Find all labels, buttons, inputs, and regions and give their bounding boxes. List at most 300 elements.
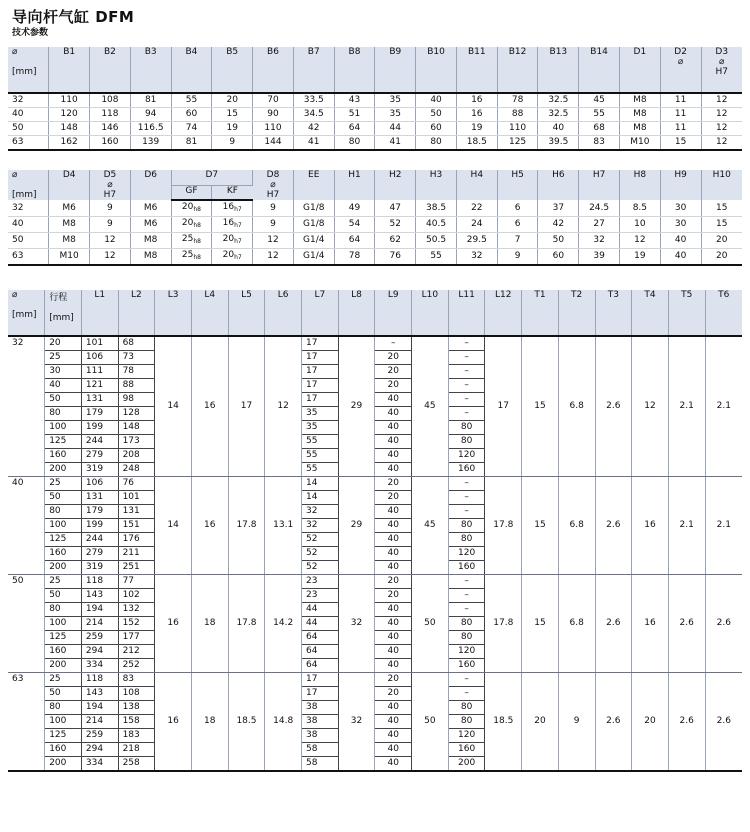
span-cell: 2.6	[595, 336, 632, 477]
span-cell: 2.1	[705, 477, 742, 575]
table-cell: 9	[253, 200, 294, 217]
column-header: L3	[155, 290, 192, 336]
table-cell: 63	[8, 136, 49, 151]
table-cell: 88	[118, 379, 155, 393]
stroke-cell: 100	[45, 617, 82, 631]
table-cell: 88	[497, 108, 538, 122]
table-cell: 40	[375, 393, 412, 407]
table-cell: 43	[334, 93, 375, 108]
column-header: L10	[412, 290, 449, 336]
table-cell: 76	[118, 477, 155, 491]
table-cell: M8	[49, 233, 90, 249]
table-cell: 74	[171, 122, 212, 136]
column-header: T5	[668, 290, 705, 336]
stroke-cell: 40	[45, 379, 82, 393]
span-cell: 16	[191, 336, 228, 477]
table-cell: 42	[293, 122, 334, 136]
table-cell: G1/4	[293, 249, 334, 266]
table-cell: 101	[81, 336, 118, 351]
table-cell: –	[448, 687, 485, 701]
table-cell: 32	[8, 93, 49, 108]
table-cell: 64	[302, 659, 339, 673]
table-cell: 50	[8, 122, 49, 136]
table-cell: $20_{h8}$	[171, 217, 212, 233]
table-cell: 244	[81, 533, 118, 547]
table-cell: $16_{h7}$	[212, 217, 253, 233]
table-cell: $25_{h8}$	[171, 249, 212, 266]
table-cell: 110	[49, 93, 90, 108]
table-row	[8, 200, 742, 217]
column-header: B11	[456, 47, 497, 93]
column-header: L11	[448, 290, 485, 336]
table-cell: 40	[375, 449, 412, 463]
tolerance-subscript: h8	[193, 254, 201, 261]
table-cell: 11	[660, 93, 701, 108]
table-cell: 20	[375, 365, 412, 379]
column-header: B6	[253, 47, 294, 93]
table-cell: –	[448, 589, 485, 603]
column-header: B10	[416, 47, 457, 93]
table-cell: M6	[130, 200, 171, 217]
table-cell: 11	[660, 122, 701, 136]
span-cell: 17.8	[485, 575, 522, 673]
stroke-cell: 80	[45, 701, 82, 715]
table-cell: 12	[701, 136, 742, 151]
dimension-table-2	[8, 170, 742, 266]
column-header: B2	[90, 47, 131, 93]
table-cell: $20_{h7}$	[212, 233, 253, 249]
table-cell: 160	[90, 136, 131, 151]
span-cell: 17.8	[485, 477, 522, 575]
table-cell: 50	[538, 233, 579, 249]
column-header: H7	[579, 170, 620, 200]
span-cell: 2.1	[668, 336, 705, 477]
table-cell: –	[448, 351, 485, 365]
table-cell: 62	[375, 233, 416, 249]
table-cell: 60	[171, 108, 212, 122]
column-header: T3	[595, 290, 632, 336]
span-cell: 14	[155, 336, 192, 477]
table-cell: 38	[302, 729, 339, 743]
table-cell: 12	[90, 233, 131, 249]
table-cell: 148	[118, 421, 155, 435]
stroke-cell: 125	[45, 435, 82, 449]
table-cell: –	[448, 491, 485, 505]
table-cell: 63	[8, 249, 49, 266]
table-cell: 158	[118, 715, 155, 729]
table-cell: 64	[302, 645, 339, 659]
span-cell: 15	[522, 575, 559, 673]
table-cell: –	[448, 505, 485, 519]
table-cell: 179	[81, 407, 118, 421]
column-header: 行程 [mm]	[45, 290, 82, 336]
table-cell: 10	[619, 217, 660, 233]
diameter-cell: 63	[8, 673, 45, 772]
table-cell: 20	[375, 575, 412, 589]
stroke-cell: 25	[45, 575, 82, 589]
column-header: L6	[265, 290, 302, 336]
table-cell: 17	[302, 379, 339, 393]
table-cell: 32	[302, 519, 339, 533]
table-cell: 52	[302, 561, 339, 575]
table-cell: 8.5	[619, 200, 660, 217]
page-subtitle: 技术参数	[12, 28, 49, 38]
stroke-cell: 200	[45, 463, 82, 477]
table-cell: 244	[81, 435, 118, 449]
table-row	[8, 122, 742, 136]
table-cell: 334	[81, 659, 118, 673]
table-cell: 176	[118, 533, 155, 547]
table-cell: 40	[375, 519, 412, 533]
tolerance-subscript: h8	[193, 206, 201, 213]
table-cell: 64	[302, 631, 339, 645]
table-cell: 40	[375, 421, 412, 435]
table-cell: 20	[375, 589, 412, 603]
table-cell: 118	[81, 575, 118, 589]
table-cell: 160	[448, 463, 485, 477]
table-cell: 17	[302, 393, 339, 407]
column-header: H2	[375, 170, 416, 200]
stroke-cell: 160	[45, 547, 82, 561]
table-cell: 20	[375, 477, 412, 491]
table-cell: 20	[701, 249, 742, 266]
table-cell: 73	[118, 351, 155, 365]
span-cell: 2.6	[668, 673, 705, 772]
table-cell: 32	[302, 505, 339, 519]
tolerance-subscript: h7	[234, 206, 242, 213]
table-cell: 12	[701, 122, 742, 136]
column-header: EE	[293, 170, 334, 200]
table-cell: 106	[81, 351, 118, 365]
table-cell: 19	[619, 249, 660, 266]
stroke-cell: 80	[45, 407, 82, 421]
table-cell: 218	[118, 743, 155, 757]
table-cell: $20_{h8}$	[171, 200, 212, 217]
span-cell: 2.6	[595, 575, 632, 673]
table-cell: 40	[375, 547, 412, 561]
column-header: T4	[632, 290, 669, 336]
column-header: L4	[191, 290, 228, 336]
table-cell: 18.5	[456, 136, 497, 151]
span-cell: 18	[191, 575, 228, 673]
span-cell: 16	[191, 477, 228, 575]
table-cell: 251	[118, 561, 155, 575]
stroke-cell: 200	[45, 659, 82, 673]
table-cell: –	[448, 379, 485, 393]
table-cell: 120	[49, 108, 90, 122]
table-cell: 80	[448, 715, 485, 729]
table-row	[8, 477, 742, 491]
table-cell: 12	[701, 108, 742, 122]
table-cell: 78	[118, 365, 155, 379]
table-cell: 40	[375, 631, 412, 645]
table-cell: 20	[701, 233, 742, 249]
span-cell: 2.6	[595, 477, 632, 575]
column-header: B12	[497, 47, 538, 93]
table-cell: 16	[456, 108, 497, 122]
column-header: H6	[538, 170, 579, 200]
tolerance-subscript: h8	[193, 222, 201, 229]
table-row	[8, 233, 742, 249]
span-cell: 12	[265, 336, 302, 477]
span-cell: 15	[522, 477, 559, 575]
table-cell: 12	[619, 233, 660, 249]
table-cell: 35	[302, 421, 339, 435]
span-cell: 18.5	[485, 673, 522, 772]
table-cell: 32	[579, 233, 620, 249]
span-cell: 16	[632, 477, 669, 575]
table-cell: 58	[302, 757, 339, 772]
table-cell: –	[448, 407, 485, 421]
table-cell: –	[448, 603, 485, 617]
table-cell: 194	[81, 603, 118, 617]
column-header: B13	[538, 47, 579, 93]
table-cell: 6	[497, 217, 538, 233]
span-cell: 9	[558, 673, 595, 772]
column-header: L8	[338, 290, 375, 336]
column-header: B5	[212, 47, 253, 93]
table-cell: 259	[81, 729, 118, 743]
table-cell: 80	[448, 533, 485, 547]
table-cell: 148	[49, 122, 90, 136]
table-cell: 15	[212, 108, 253, 122]
table-cell: 131	[81, 491, 118, 505]
table-cell: 45	[579, 93, 620, 108]
column-header: D6	[130, 170, 171, 200]
table-row	[8, 249, 742, 266]
table-cell: 80	[448, 631, 485, 645]
table-cell: 40	[8, 108, 49, 122]
table-cell: 80	[416, 136, 457, 151]
table-cell: $25_{h8}$	[171, 233, 212, 249]
table-cell: 128	[118, 407, 155, 421]
table-cell: $20_{h7}$	[212, 249, 253, 266]
stroke-cell: 80	[45, 603, 82, 617]
span-cell: 6.8	[558, 477, 595, 575]
table-cell: 40	[660, 233, 701, 249]
span-cell: 16	[155, 575, 192, 673]
table-cell: 44	[302, 603, 339, 617]
table-cell: 17	[302, 673, 339, 687]
table-cell: 106	[81, 477, 118, 491]
table-cell: 101	[118, 491, 155, 505]
table-cell: 40	[375, 701, 412, 715]
table-cell: 35	[375, 108, 416, 122]
table-cell: 44	[375, 122, 416, 136]
table-cell: 32	[456, 249, 497, 266]
table-cell: 120	[448, 645, 485, 659]
table-cell: G1/8	[293, 217, 334, 233]
span-cell: 45	[412, 336, 449, 477]
span-cell: 50	[412, 673, 449, 772]
table-cell: 194	[81, 701, 118, 715]
diameter-cell: 50	[8, 575, 45, 673]
table-cell: 68	[579, 122, 620, 136]
table-cell: 38	[302, 715, 339, 729]
table-cell: 40	[375, 729, 412, 743]
table-cell: 12	[701, 93, 742, 108]
table-cell: 211	[118, 547, 155, 561]
table-cell: G1/8	[293, 200, 334, 217]
column-header: D4	[49, 170, 90, 200]
table-cell: 252	[118, 659, 155, 673]
column-header: D8 ⌀ H7	[253, 170, 294, 200]
table-cell: 151	[118, 519, 155, 533]
table-cell: 27	[579, 217, 620, 233]
table-cell: –	[448, 477, 485, 491]
table-cell: –	[448, 365, 485, 379]
span-cell: 14.2	[265, 575, 302, 673]
table-cell: M8	[49, 217, 90, 233]
span-cell: 18	[191, 673, 228, 772]
table-cell: 9	[212, 136, 253, 151]
table-cell: 319	[81, 463, 118, 477]
table-cell: 17	[302, 336, 339, 351]
table-cell: 50	[416, 108, 457, 122]
table-cell: 49	[334, 200, 375, 217]
table-cell: 162	[49, 136, 90, 151]
table-cell: 55	[579, 108, 620, 122]
column-header: D3 ⌀ H7	[701, 47, 742, 93]
stroke-cell: 25	[45, 351, 82, 365]
column-header: H10	[701, 170, 742, 200]
table-cell: 110	[497, 122, 538, 136]
stroke-cell: 200	[45, 757, 82, 772]
table-cell: $16_{h7}$	[212, 200, 253, 217]
table-cell: 116.5	[130, 122, 171, 136]
table-cell: 40	[375, 435, 412, 449]
stroke-cell: 200	[45, 561, 82, 575]
table-cell: 50.5	[416, 233, 457, 249]
column-header: D7	[171, 170, 253, 185]
table-cell: 108	[118, 687, 155, 701]
table-cell: 80	[448, 435, 485, 449]
table-row	[8, 673, 742, 687]
table-cell: 80	[448, 421, 485, 435]
table-row	[8, 93, 742, 108]
stroke-cell: 160	[45, 449, 82, 463]
table-cell: 20	[375, 687, 412, 701]
table-cell: –	[448, 575, 485, 589]
column-header: T2	[558, 290, 595, 336]
span-cell: 2.6	[705, 575, 742, 673]
table-cell: 9	[497, 249, 538, 266]
table-cell: 294	[81, 645, 118, 659]
table-cell: 54	[334, 217, 375, 233]
span-cell: 15	[522, 336, 559, 477]
span-cell: 14.8	[265, 673, 302, 772]
table-cell: 55	[302, 435, 339, 449]
table-cell: 102	[118, 589, 155, 603]
table-cell: –	[448, 336, 485, 351]
table-cell: 144	[253, 136, 294, 151]
table-cell: –	[448, 393, 485, 407]
table-cell: 90	[253, 108, 294, 122]
column-header: L7	[302, 290, 339, 336]
table-cell: 19	[212, 122, 253, 136]
table-cell: 120	[448, 449, 485, 463]
table-cell: 40	[375, 407, 412, 421]
tolerance-subscript: h7	[234, 254, 242, 261]
table-cell: 108	[90, 93, 131, 108]
column-header: L12	[485, 290, 522, 336]
column-header: ⌀ [mm]	[8, 290, 45, 336]
table-cell: 80	[448, 519, 485, 533]
table-cell: 173	[118, 435, 155, 449]
table-cell: 42	[538, 217, 579, 233]
table-cell: 177	[118, 631, 155, 645]
table-cell: 44	[302, 617, 339, 631]
column-header: B3	[130, 47, 171, 93]
table-cell: 160	[448, 659, 485, 673]
table-cell: 179	[81, 505, 118, 519]
table-cell: 214	[81, 617, 118, 631]
table-cell: 17	[302, 351, 339, 365]
column-header: B9	[375, 47, 416, 93]
table-cell: M8	[130, 233, 171, 249]
table-cell: 98	[118, 393, 155, 407]
table-cell: 20	[375, 673, 412, 687]
column-header: D5 ⌀ H7	[90, 170, 131, 200]
table-cell: 58	[302, 743, 339, 757]
table-cell: 120	[448, 547, 485, 561]
span-cell: 14	[155, 477, 192, 575]
table-cell: 132	[118, 603, 155, 617]
span-cell: 2.6	[668, 575, 705, 673]
table-cell: 120	[448, 729, 485, 743]
column-header: H8	[619, 170, 660, 200]
table-cell: 143	[81, 589, 118, 603]
table-cell: 20	[212, 93, 253, 108]
tolerance-subscript: h7	[234, 238, 242, 245]
table-cell: 55	[171, 93, 212, 108]
table-cell: 15	[701, 200, 742, 217]
column-header: B8	[334, 47, 375, 93]
table-cell: 279	[81, 547, 118, 561]
table-cell: M8	[619, 122, 660, 136]
stroke-cell: 30	[45, 365, 82, 379]
table-cell: 94	[130, 108, 171, 122]
span-cell: 17	[485, 336, 522, 477]
table-cell: M8	[619, 108, 660, 122]
stroke-cell: 80	[45, 505, 82, 519]
span-cell: 18.5	[228, 673, 265, 772]
table-cell: 110	[253, 122, 294, 136]
span-cell: 32	[338, 575, 375, 673]
table-cell: 16	[456, 93, 497, 108]
stroke-cell: 125	[45, 533, 82, 547]
table-cell: 40	[375, 561, 412, 575]
sub-column-header: GF	[171, 185, 212, 200]
table-cell: 78	[334, 249, 375, 266]
table-cell: 55	[302, 463, 339, 477]
table-cell: 208	[118, 449, 155, 463]
table-row	[8, 136, 742, 151]
stroke-cell: 20	[45, 336, 82, 351]
table-cell: 248	[118, 463, 155, 477]
table-cell: 17	[302, 365, 339, 379]
column-header: D1	[619, 47, 660, 93]
stroke-cell: 100	[45, 421, 82, 435]
table-cell: 131	[81, 393, 118, 407]
table-cell: 125	[497, 136, 538, 151]
table-cell: 40	[375, 715, 412, 729]
table-cell: 32	[8, 200, 49, 217]
table-cell: 279	[81, 449, 118, 463]
table-cell: 76	[375, 249, 416, 266]
column-header: H3	[416, 170, 457, 200]
table-cell: 32.5	[538, 108, 579, 122]
